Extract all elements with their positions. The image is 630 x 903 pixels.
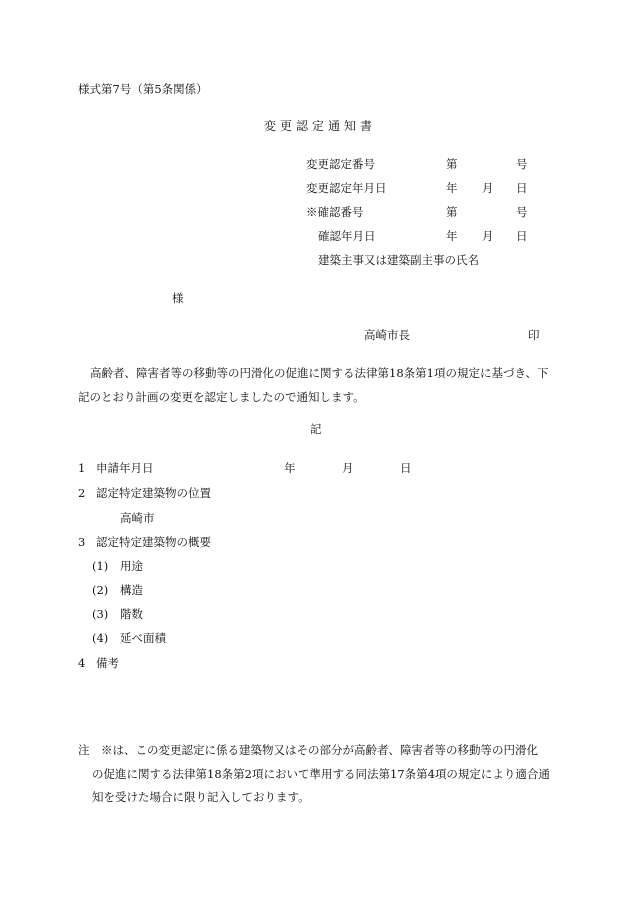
item-4-label: 備考 — [96, 656, 119, 670]
confirm-number-label: ※確認番号 — [306, 205, 364, 219]
subitem-1-number: (1) — [92, 559, 109, 573]
item-2-number: 2 — [78, 486, 86, 500]
confirm-date-label: 確認年月日 — [318, 229, 376, 243]
item-1-day: 日 — [400, 461, 412, 475]
footnote-line-2: の促進に関する法律第18条第2項において準用する同法第17条第4項の規定により適合通 — [92, 767, 550, 781]
confirm-date-day: 日 — [516, 229, 528, 243]
item-4-number: 4 — [78, 656, 86, 670]
footnote-line-3: 知を受けた場合に限り記入しております。 — [92, 790, 310, 804]
item-3-label: 認定特定建築物の概要 — [96, 535, 211, 549]
footnote-line-1: 注 ※は、この変更認定に係る建築物又はその部分が高齢者、障害者等の移動等の円滑化 — [78, 743, 538, 757]
building-official-label: 建築主事又は建築副主事の氏名 — [318, 253, 479, 267]
change-date-month: 月 — [482, 181, 494, 195]
change-date-label: 変更認定年月日 — [306, 181, 387, 195]
subitem-3-number: (3) — [92, 607, 109, 621]
subitem-3-label: 階数 — [120, 607, 143, 621]
body-paragraph: 高齢者、障害者等の移動等の円滑化の促進に関する法律第18条第1項の規定に基づき、下記のとおり計画の変更を認定しましたので通知します。 — [78, 366, 549, 404]
item-2-label: 認定特定建築物の位置 — [96, 486, 211, 500]
change-date-day: 日 — [516, 181, 528, 195]
subitem-2-label: 構造 — [120, 583, 143, 597]
change-number-go: 号 — [516, 157, 528, 171]
item-1-year: 年 — [284, 461, 296, 475]
item-2-city: 高崎市 — [120, 511, 155, 525]
addressee-sama: 様 — [172, 291, 184, 305]
subitem-1-label: 用途 — [120, 559, 143, 573]
change-number-label: 変更認定番号 — [306, 157, 375, 171]
item-1-label: 申請年月日 — [96, 461, 154, 475]
ki-heading: 記 — [310, 422, 322, 436]
item-1-number: 1 — [78, 461, 86, 475]
subitem-4-number: (4) — [92, 631, 109, 645]
subitem-4-label: 延べ面積 — [120, 631, 166, 645]
change-number-dai: 第 — [446, 157, 458, 171]
document-title: 変更認定通知書 — [264, 119, 377, 133]
issuer-name: 高崎市長 — [364, 328, 410, 342]
change-date-year: 年 — [446, 181, 458, 195]
seal-mark: 印 — [528, 328, 540, 342]
item-3-number: 3 — [78, 535, 86, 549]
confirm-number-dai: 第 — [446, 205, 458, 219]
subitem-2-number: (2) — [92, 583, 109, 597]
item-1-month: 月 — [342, 461, 354, 475]
confirm-number-go: 号 — [516, 205, 528, 219]
confirm-date-month: 月 — [482, 229, 494, 243]
confirm-date-year: 年 — [446, 229, 458, 243]
form-number: 様式第7号（第5条関係） — [78, 82, 208, 96]
